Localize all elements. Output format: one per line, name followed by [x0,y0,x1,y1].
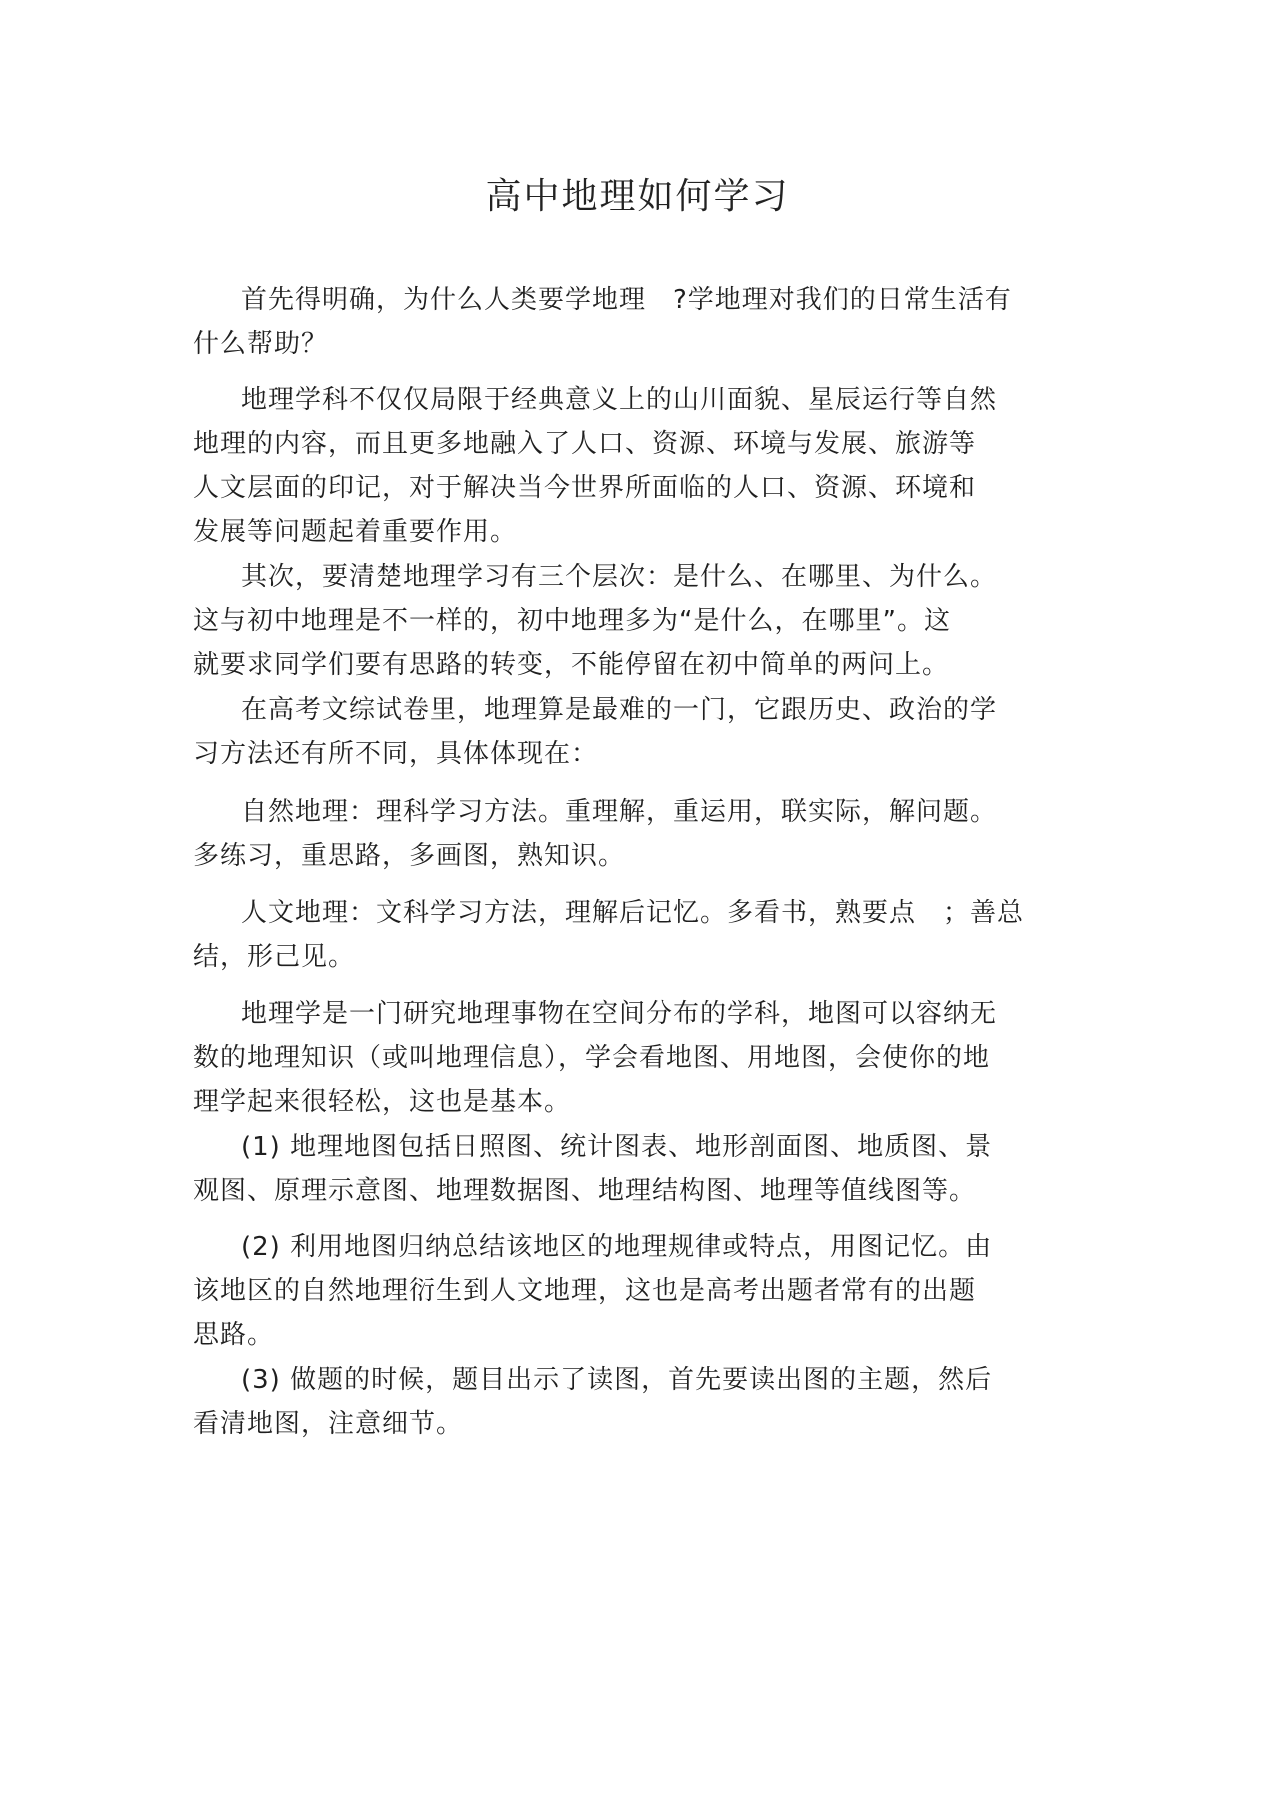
text-line: 习方法还有所不同，具体体现在： [193,739,599,769]
text-line: 地理学科不仅仅局限于经典意义上的山川面貌、星辰运行等自然 [241,385,998,415]
paragraph-7 [193,992,1093,1124]
text-line: 人文地理：文科学习方法，理解后记忆。多看书，熟要点 ；善总 [241,898,1025,928]
text-line: 该地区的自然地理衍生到人文地理，这也是高考出题者常有的出题 [193,1276,977,1306]
text-line: 理学起来很轻松，这也是基本。 [193,1087,572,1117]
text-line: (3) 做题的时候，题目出示了读图，首先要读出图的主题，然后 [241,1365,993,1395]
text-line: 看清地图，注意细节。 [193,1409,464,1439]
text-line: 数的地理知识（或叫地理信息），学会看地图、用地图，会使你的地 [193,1043,991,1073]
text-line: 思路。 [193,1320,275,1350]
text-line: 地理学是一门研究地理事物在空间分布的学科，地图可以容纳无 [241,999,998,1029]
text-line: 就要求同学们要有思路的转变，不能停留在初中简单的两问上。 [193,650,950,680]
text-line: 多练习，重思路，多画图，熟知识。 [193,841,626,871]
text-line: 发展等问题起着重要作用。 [193,517,518,547]
text-line: 观图、原理示意图、地理数据图、地理结构图、地理等值线图等。 [193,1176,977,1206]
page-title: 高中地理如何学习 [485,176,790,217]
text-line: 什么帮助？ [193,329,329,359]
paragraph-2 [193,378,1093,554]
paragraph-9 [193,1225,1093,1357]
paragraph-6 [193,891,1093,979]
text-line: 在高考文综试卷里，地理算是最难的一门，它跟历史、政治的学 [241,695,998,725]
paragraph-4 [193,688,1093,776]
text-line: (1) 地理地图包括日照图、统计图表、地形剖面图、地质图、景 [241,1132,993,1162]
paragraph-10 [193,1358,1093,1446]
text-line: 首先得明确，为什么人类要学地理 ?学地理对我们的日常生活有 [241,285,1012,315]
paragraph-8 [193,1125,1093,1213]
paragraph-1 [193,278,1093,366]
text-line: 结，形己见。 [193,942,356,972]
text-line: 地理的内容，而且更多地融入了人口、资源、环境与发展、旅游等 [193,429,977,459]
text-line: 其次，要清楚地理学习有三个层次：是什么、在哪里、为什么。 [241,562,998,592]
paragraph-5 [193,790,1093,878]
text-line: 这与初中地理是不一样的，初中地理多为“是什么，在哪里”。这 [193,606,951,636]
text-line: (2) 利用地图归纳总结该地区的地理规律或特点，用图记忆。由 [241,1232,993,1262]
text-line: 人文层面的印记，对于解决当今世界所面临的人口、资源、环境和 [193,473,977,503]
paragraph-3 [193,555,1093,687]
text-line: 自然地理：理科学习方法。重理解，重运用，联实际，解问题。 [241,797,998,827]
